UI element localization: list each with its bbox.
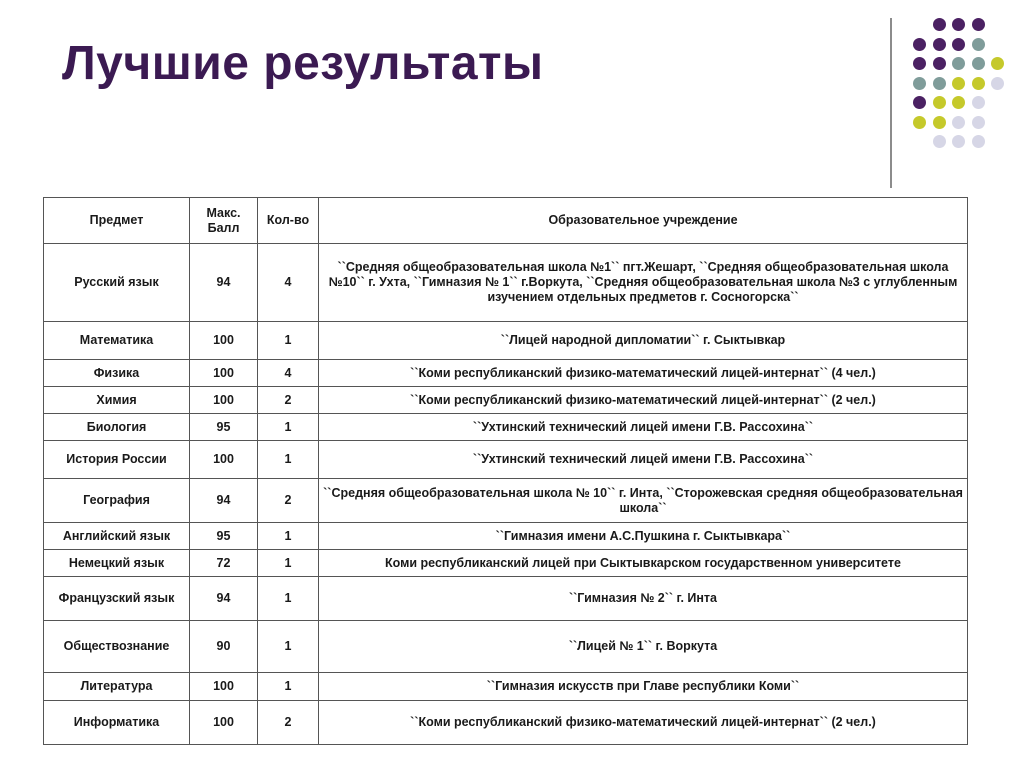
subject-cell: География bbox=[44, 479, 190, 523]
max-score-cell: 100 bbox=[190, 701, 258, 745]
header-max-score: Макс. Балл bbox=[190, 198, 258, 244]
decorative-dot bbox=[952, 18, 965, 31]
subject-cell: Литература bbox=[44, 673, 190, 701]
table-row bbox=[44, 701, 968, 745]
table-row bbox=[44, 523, 968, 550]
count-cell: 1 bbox=[258, 414, 319, 441]
count-cell: 1 bbox=[258, 673, 319, 701]
subject-cell: Биология bbox=[44, 414, 190, 441]
table-row bbox=[44, 360, 968, 387]
institution-cell: ``Лицей № 1`` г. Воркута bbox=[319, 621, 968, 673]
institution-cell: ``Ухтинский технический лицей имени Г.В. Рассохина`` bbox=[319, 441, 968, 479]
decorative-divider bbox=[890, 18, 892, 188]
max-score-cell: 95 bbox=[190, 523, 258, 550]
table-row bbox=[44, 673, 968, 701]
header-count: Кол-во bbox=[258, 198, 319, 244]
max-score-cell: 100 bbox=[190, 322, 258, 360]
table-row bbox=[44, 244, 968, 322]
decorative-dot bbox=[972, 77, 985, 90]
decorative-dot bbox=[933, 57, 946, 70]
count-cell: 1 bbox=[258, 441, 319, 479]
table-row bbox=[44, 550, 968, 577]
count-cell: 2 bbox=[258, 479, 319, 523]
count-cell: 2 bbox=[258, 701, 319, 745]
decorative-dot bbox=[972, 135, 985, 148]
subject-cell: Английский язык bbox=[44, 523, 190, 550]
decorative-dot bbox=[952, 96, 965, 109]
subject-cell: Физика bbox=[44, 360, 190, 387]
institution-cell: ``Коми республиканский физико-математический лицей-интернат`` (2 чел.) bbox=[319, 387, 968, 414]
decorative-dot bbox=[972, 18, 985, 31]
header-institution: Образовательное учреждение bbox=[319, 198, 968, 244]
table-row bbox=[44, 414, 968, 441]
institution-cell: Коми республиканский лицей при Сыктывкарском государственном университете bbox=[319, 550, 968, 577]
table-row bbox=[44, 387, 968, 414]
subject-cell: История России bbox=[44, 441, 190, 479]
subject-cell: Информатика bbox=[44, 701, 190, 745]
max-score-cell: 100 bbox=[190, 387, 258, 414]
decorative-dot bbox=[933, 18, 946, 31]
table-header-row bbox=[44, 198, 968, 244]
decorative-dot bbox=[933, 38, 946, 51]
decorative-dot bbox=[952, 135, 965, 148]
decorative-dot bbox=[913, 96, 926, 109]
table-row bbox=[44, 479, 968, 523]
count-cell: 1 bbox=[258, 550, 319, 577]
max-score-cell: 90 bbox=[190, 621, 258, 673]
subject-cell: Обществознание bbox=[44, 621, 190, 673]
max-score-cell: 100 bbox=[190, 441, 258, 479]
decorative-dot bbox=[972, 57, 985, 70]
decorative-dot bbox=[991, 77, 1004, 90]
institution-cell: ``Гимназия искусств при Главе республики Коми`` bbox=[319, 673, 968, 701]
max-score-cell: 94 bbox=[190, 577, 258, 621]
table-row bbox=[44, 322, 968, 360]
results-table bbox=[43, 197, 968, 745]
max-score-cell: 94 bbox=[190, 244, 258, 322]
count-cell: 2 bbox=[258, 387, 319, 414]
count-cell: 1 bbox=[258, 322, 319, 360]
decorative-dot bbox=[972, 116, 985, 129]
decorative-dot bbox=[952, 38, 965, 51]
decorative-dot bbox=[972, 38, 985, 51]
max-score-cell: 95 bbox=[190, 414, 258, 441]
decorative-dot-grid bbox=[0, 0, 1024, 190]
max-score-cell: 94 bbox=[190, 479, 258, 523]
decorative-dot bbox=[913, 38, 926, 51]
max-score-cell: 100 bbox=[190, 360, 258, 387]
table-row bbox=[44, 441, 968, 479]
institution-cell: ``Лицей народной дипломатии`` г. Сыктывкар bbox=[319, 322, 968, 360]
subject-cell: Русский язык bbox=[44, 244, 190, 322]
subject-cell: Немецкий язык bbox=[44, 550, 190, 577]
count-cell: 1 bbox=[258, 523, 319, 550]
count-cell: 1 bbox=[258, 621, 319, 673]
decorative-dot bbox=[913, 77, 926, 90]
subject-cell: Химия bbox=[44, 387, 190, 414]
table-row bbox=[44, 621, 968, 673]
header-subject: Предмет bbox=[44, 198, 190, 244]
institution-cell: ``Гимназия имени А.С.Пушкина г. Сыктывкара`` bbox=[319, 523, 968, 550]
table-row bbox=[44, 577, 968, 621]
decorative-dot bbox=[991, 57, 1004, 70]
max-score-cell: 72 bbox=[190, 550, 258, 577]
decorative-dot bbox=[913, 57, 926, 70]
institution-cell: ``Коми республиканский физико-математический лицей-интернат`` (2 чел.) bbox=[319, 701, 968, 745]
decorative-dot bbox=[933, 135, 946, 148]
max-score-cell: 100 bbox=[190, 673, 258, 701]
decorative-dot bbox=[933, 96, 946, 109]
count-cell: 1 bbox=[258, 577, 319, 621]
count-cell: 4 bbox=[258, 244, 319, 322]
institution-cell: ``Ухтинский технический лицей имени Г.В. Рассохина`` bbox=[319, 414, 968, 441]
decorative-dot bbox=[972, 96, 985, 109]
decorative-dot bbox=[952, 77, 965, 90]
institution-cell: ``Средняя общеобразовательная школа №1`` пгт.Жешарт, ``Средняя общеобразовательная школа №10`` г. Ухта, ``Гимназия № 1`` г.Воркута, ``Средняя общеобразовательная школа №3 с углубленным изучением отдельных предметов г. Сосногорска`` bbox=[319, 244, 968, 322]
institution-cell: ``Гимназия № 2`` г. Инта bbox=[319, 577, 968, 621]
decorative-dot bbox=[952, 57, 965, 70]
page-title: Лучшие результаты bbox=[62, 37, 544, 90]
count-cell: 4 bbox=[258, 360, 319, 387]
decorative-dot bbox=[933, 77, 946, 90]
institution-cell: ``Средняя общеобразовательная школа № 10`` г. Инта, ``Сторожевская средняя общеобразовательная школа`` bbox=[319, 479, 968, 523]
decorative-dot bbox=[913, 116, 926, 129]
institution-cell: ``Коми республиканский физико-математический лицей-интернат`` (4 чел.) bbox=[319, 360, 968, 387]
subject-cell: Французский язык bbox=[44, 577, 190, 621]
decorative-dot bbox=[933, 116, 946, 129]
subject-cell: Математика bbox=[44, 322, 190, 360]
decorative-dot bbox=[952, 116, 965, 129]
